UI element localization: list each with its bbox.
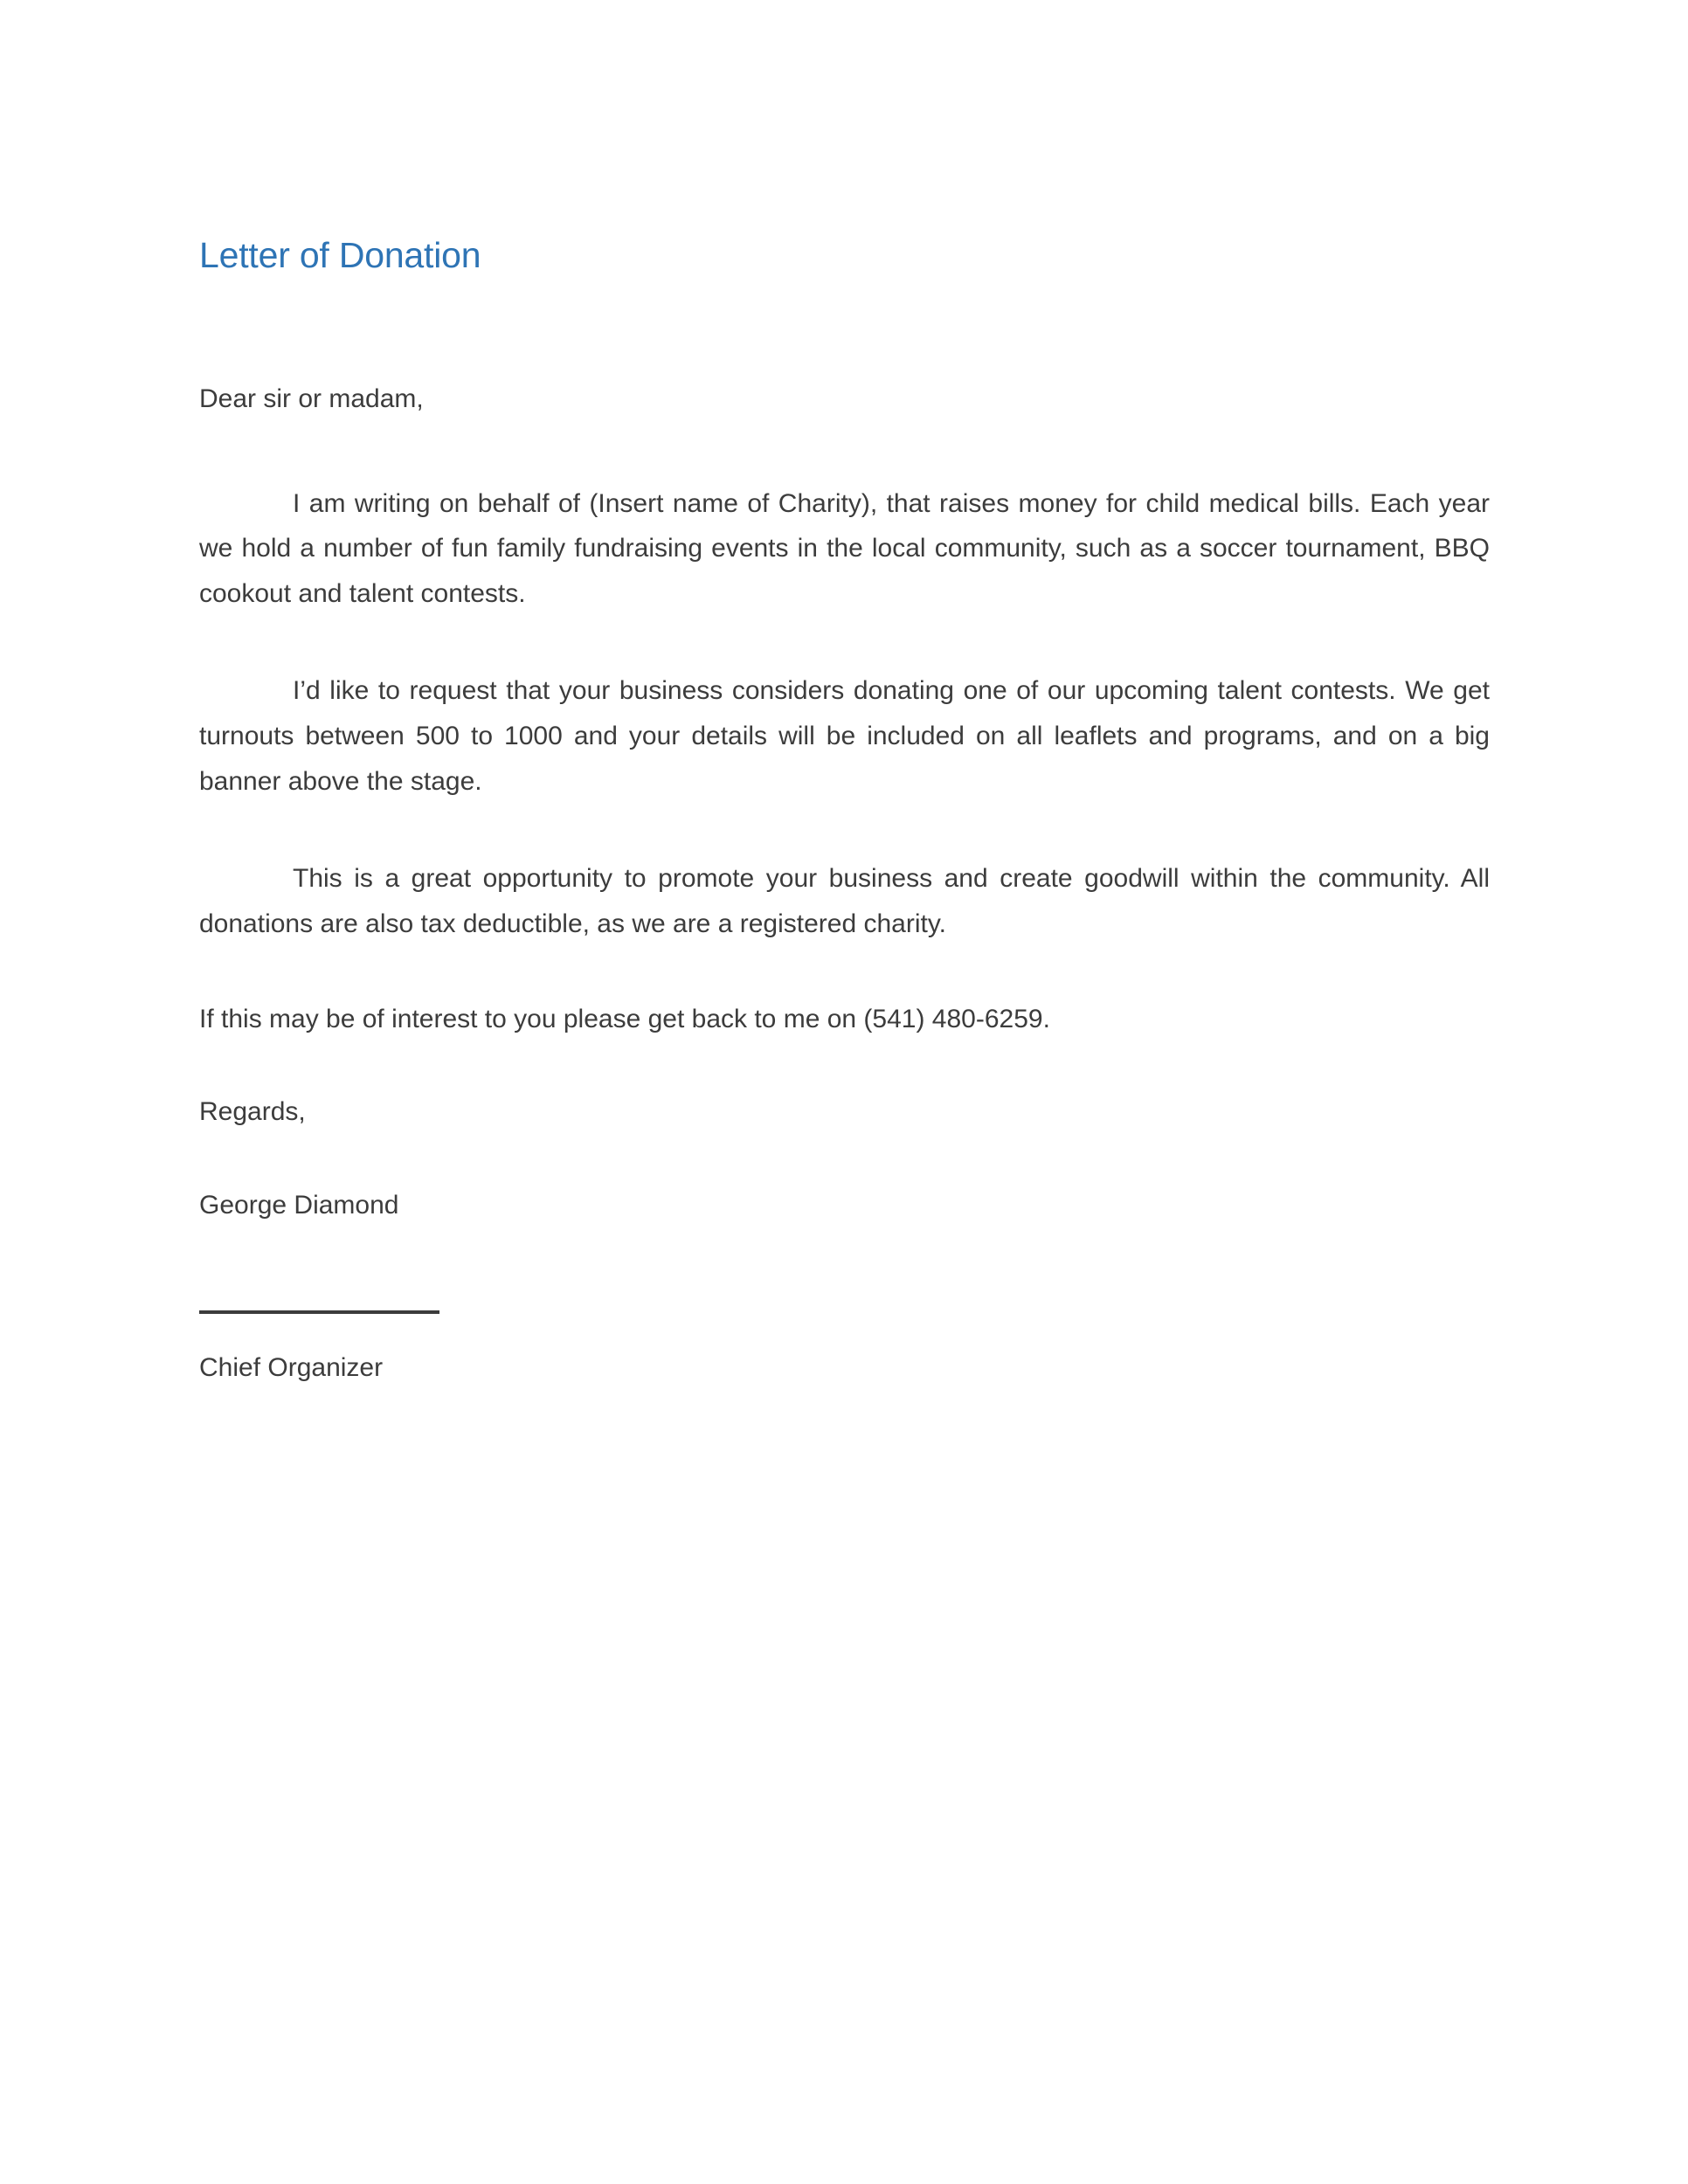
- signer-name: George Diamond: [199, 1191, 399, 1220]
- closing-salutation: Regards,: [199, 1096, 306, 1126]
- salutation-line: Dear sir or madam,: [199, 384, 424, 414]
- signer-title: Chief Organizer: [199, 1352, 384, 1382]
- body-paragraph-2: I’d like to request that your business considers donating one of our upcoming talent contests. We get turnouts between 500 to 1000 and your details will be included on all leaflets and programs, and on a big banner above the stage.: [199, 676, 1490, 796]
- page-title: Letter of Donation: [199, 235, 481, 275]
- body-paragraph-1: I am writing on behalf of (Insert name of Charity), that raises money for child medical bills. Each year we hold a number of fun family fundraising events in the local community, such as a soccer tournament, BBQ cookout and talent contests.: [199, 488, 1490, 608]
- letter-content: [199, 0, 1490, 1386]
- contact-line: If this may be of interest to you please get back to me on (541) 480-6259.: [199, 1005, 1050, 1034]
- body-paragraph-3: This is a great opportunity to promote your business and create goodwill within the community. All donations are also tax deductible, as we are a registered charity.: [199, 864, 1490, 938]
- signature-rule-container: [199, 1225, 1490, 1314]
